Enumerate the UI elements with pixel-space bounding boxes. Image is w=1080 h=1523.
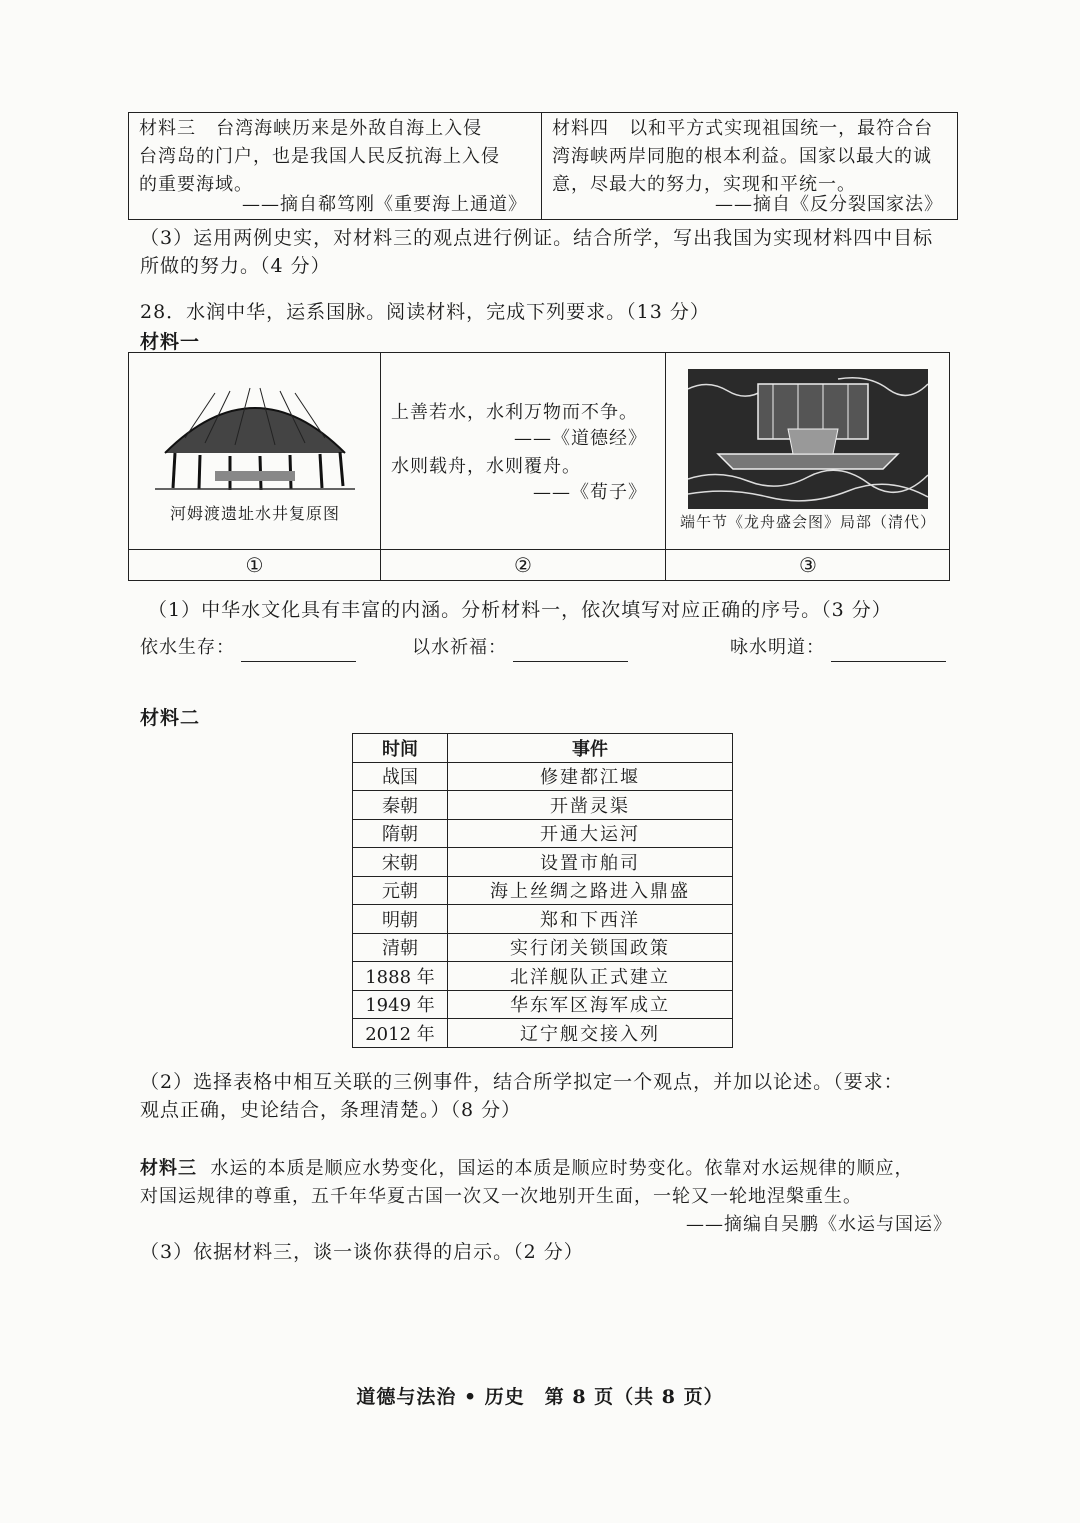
material-3-text: 水运的本质是顺应水势变化，国运的本质是顺应时势变化。依靠对水运规律的顺应， [210,1158,914,1179]
events-table [352,733,733,1048]
material-1-label: 材料一 [140,331,201,353]
quote-1: 上善若水，水利万物而不争。 [391,402,638,423]
page-footer: 道德与法治 • 历史 第 8 页（共 8 页） [356,1386,724,1408]
time-cell: 明朝 [353,905,448,934]
table-row [353,1019,733,1048]
event-cell: 海上丝绸之路进入鼎盛 [448,876,733,905]
question-28-3: （3）依据材料三，谈一谈你获得的启示。（2 分） [140,1241,584,1263]
hut-well-illustration [155,383,355,493]
table-row [353,933,733,962]
image-3-caption: 端午节《龙舟盛会图》局部（清代） [679,513,936,531]
material-1-cell-2 [381,353,666,549]
table-row [353,990,733,1019]
blank-1-group [140,634,356,662]
time-cell: 秦朝 [353,791,448,820]
material-3-block [140,1155,952,1239]
material-4-line: 以和平方式实现祖国统一，最符合台 [629,118,934,139]
question-line: 所做的努力。（4 分） [140,255,331,277]
image-1-caption: 河姆渡遗址水井复原图 [169,504,340,523]
event-cell: 北洋舰队正式建立 [448,962,733,991]
time-cell: 1949 年 [353,990,448,1019]
material-3-cell [129,113,542,219]
quote-2: 水则载舟，水则覆舟。 [391,456,581,477]
header-time: 时间 [353,734,448,763]
time-cell: 宋朝 [353,848,448,877]
material-4-source: ——摘自《反分裂国家法》 [715,194,943,215]
question-28-1: （1）中华水文化具有丰富的内涵。分析材料一，依次填写对应正确的序号。（3 分） [148,599,892,621]
event-cell: 开通大运河 [448,819,733,848]
material-3-source: ——摘自郗笃刚《重要海上通道》 [242,194,527,215]
event-cell: 开凿灵渠 [448,791,733,820]
table-row [353,791,733,820]
table-row [353,819,733,848]
table-row [353,762,733,791]
time-cell: 隋朝 [353,819,448,848]
material-4-label: 材料四 [552,118,609,139]
event-cell: 修建都江堰 [448,762,733,791]
material-3-label: 材料三 [139,118,196,139]
material-3-source: ——摘编自吴鹏《水运与国运》 [686,1214,952,1235]
table-header-row [353,734,733,763]
question-27-3 [140,224,933,280]
time-cell: 战国 [353,762,448,791]
event-cell: 辽宁舰交接入列 [448,1019,733,1048]
table-row [353,876,733,905]
time-cell: 1888 年 [353,962,448,991]
time-cell: 清朝 [353,933,448,962]
material-2-label: 材料二 [140,707,201,729]
number-3: ③ [799,553,817,577]
event-cell: 设置市舶司 [448,848,733,877]
table-row [353,905,733,934]
blank-3-label: 咏水明道： [730,637,825,658]
question-28-2 [140,1068,904,1124]
material-4-line: 湾海峡两岸同胞的根本利益。国家以最大的诚 [552,146,932,167]
material-1-table [128,352,950,581]
question-line: （2）选择表格中相互关联的三例事件，结合所学拟定一个观点，并加以论述。（要求： [140,1071,904,1093]
material-3-line: 的重要海域。 [139,174,253,195]
answer-blank-3[interactable] [831,639,946,662]
blank-2-group [412,634,628,662]
number-1: ① [129,550,381,581]
material-4-line: 意，尽最大的努力，实现和平统一。 [552,174,856,195]
quote-1-source: ——《道德经》 [514,428,647,449]
question-line: 观点正确，史论结合，条理清楚。）（8 分） [140,1099,522,1121]
material-3-line: 台湾岛的门户，也是我国人民反抗海上入侵 [139,146,500,167]
dragon-boat-painting [688,369,928,509]
number-2: ② [381,550,666,581]
event-cell: 实行闭关锁国政策 [448,933,733,962]
event-cell: 华东军区海军成立 [448,990,733,1019]
material-1-number-row [129,549,949,581]
material-4-cell [542,113,957,219]
answer-blank-1[interactable] [241,639,356,662]
question-28-stem: 28．水润中华，运系国脉。阅读材料，完成下列要求。（13 分） [140,301,710,323]
quote-2-source: ——《荀子》 [533,482,647,503]
question-line: （3）运用两例史实，对材料三的观点进行例证。结合所学，写出我国为实现材料四中目标 [140,227,934,249]
blank-2-label: 以水祈福： [412,637,507,658]
materials-3-4-box [128,112,958,220]
material-3-line: 台湾海峡历来是外敌自海上入侵 [216,118,483,139]
time-cell: 2012 年 [353,1019,448,1048]
event-cell: 郑和下西洋 [448,905,733,934]
time-cell: 元朝 [353,876,448,905]
blank-3-group [730,634,946,662]
blank-1-label: 依水生存： [140,637,235,658]
answer-blank-2[interactable] [513,639,628,662]
table-row [353,962,733,991]
material-3-label: 材料三 [140,1158,197,1179]
header-event: 事件 [448,734,733,763]
material-3-text: 对国运规律的尊重，五千年华夏古国一次又一次地别开生面，一轮又一轮地涅槃重生。 [140,1186,862,1207]
table-row [353,848,733,877]
material-1-cell-1 [129,353,381,549]
material-1-cell-3 [666,353,950,549]
